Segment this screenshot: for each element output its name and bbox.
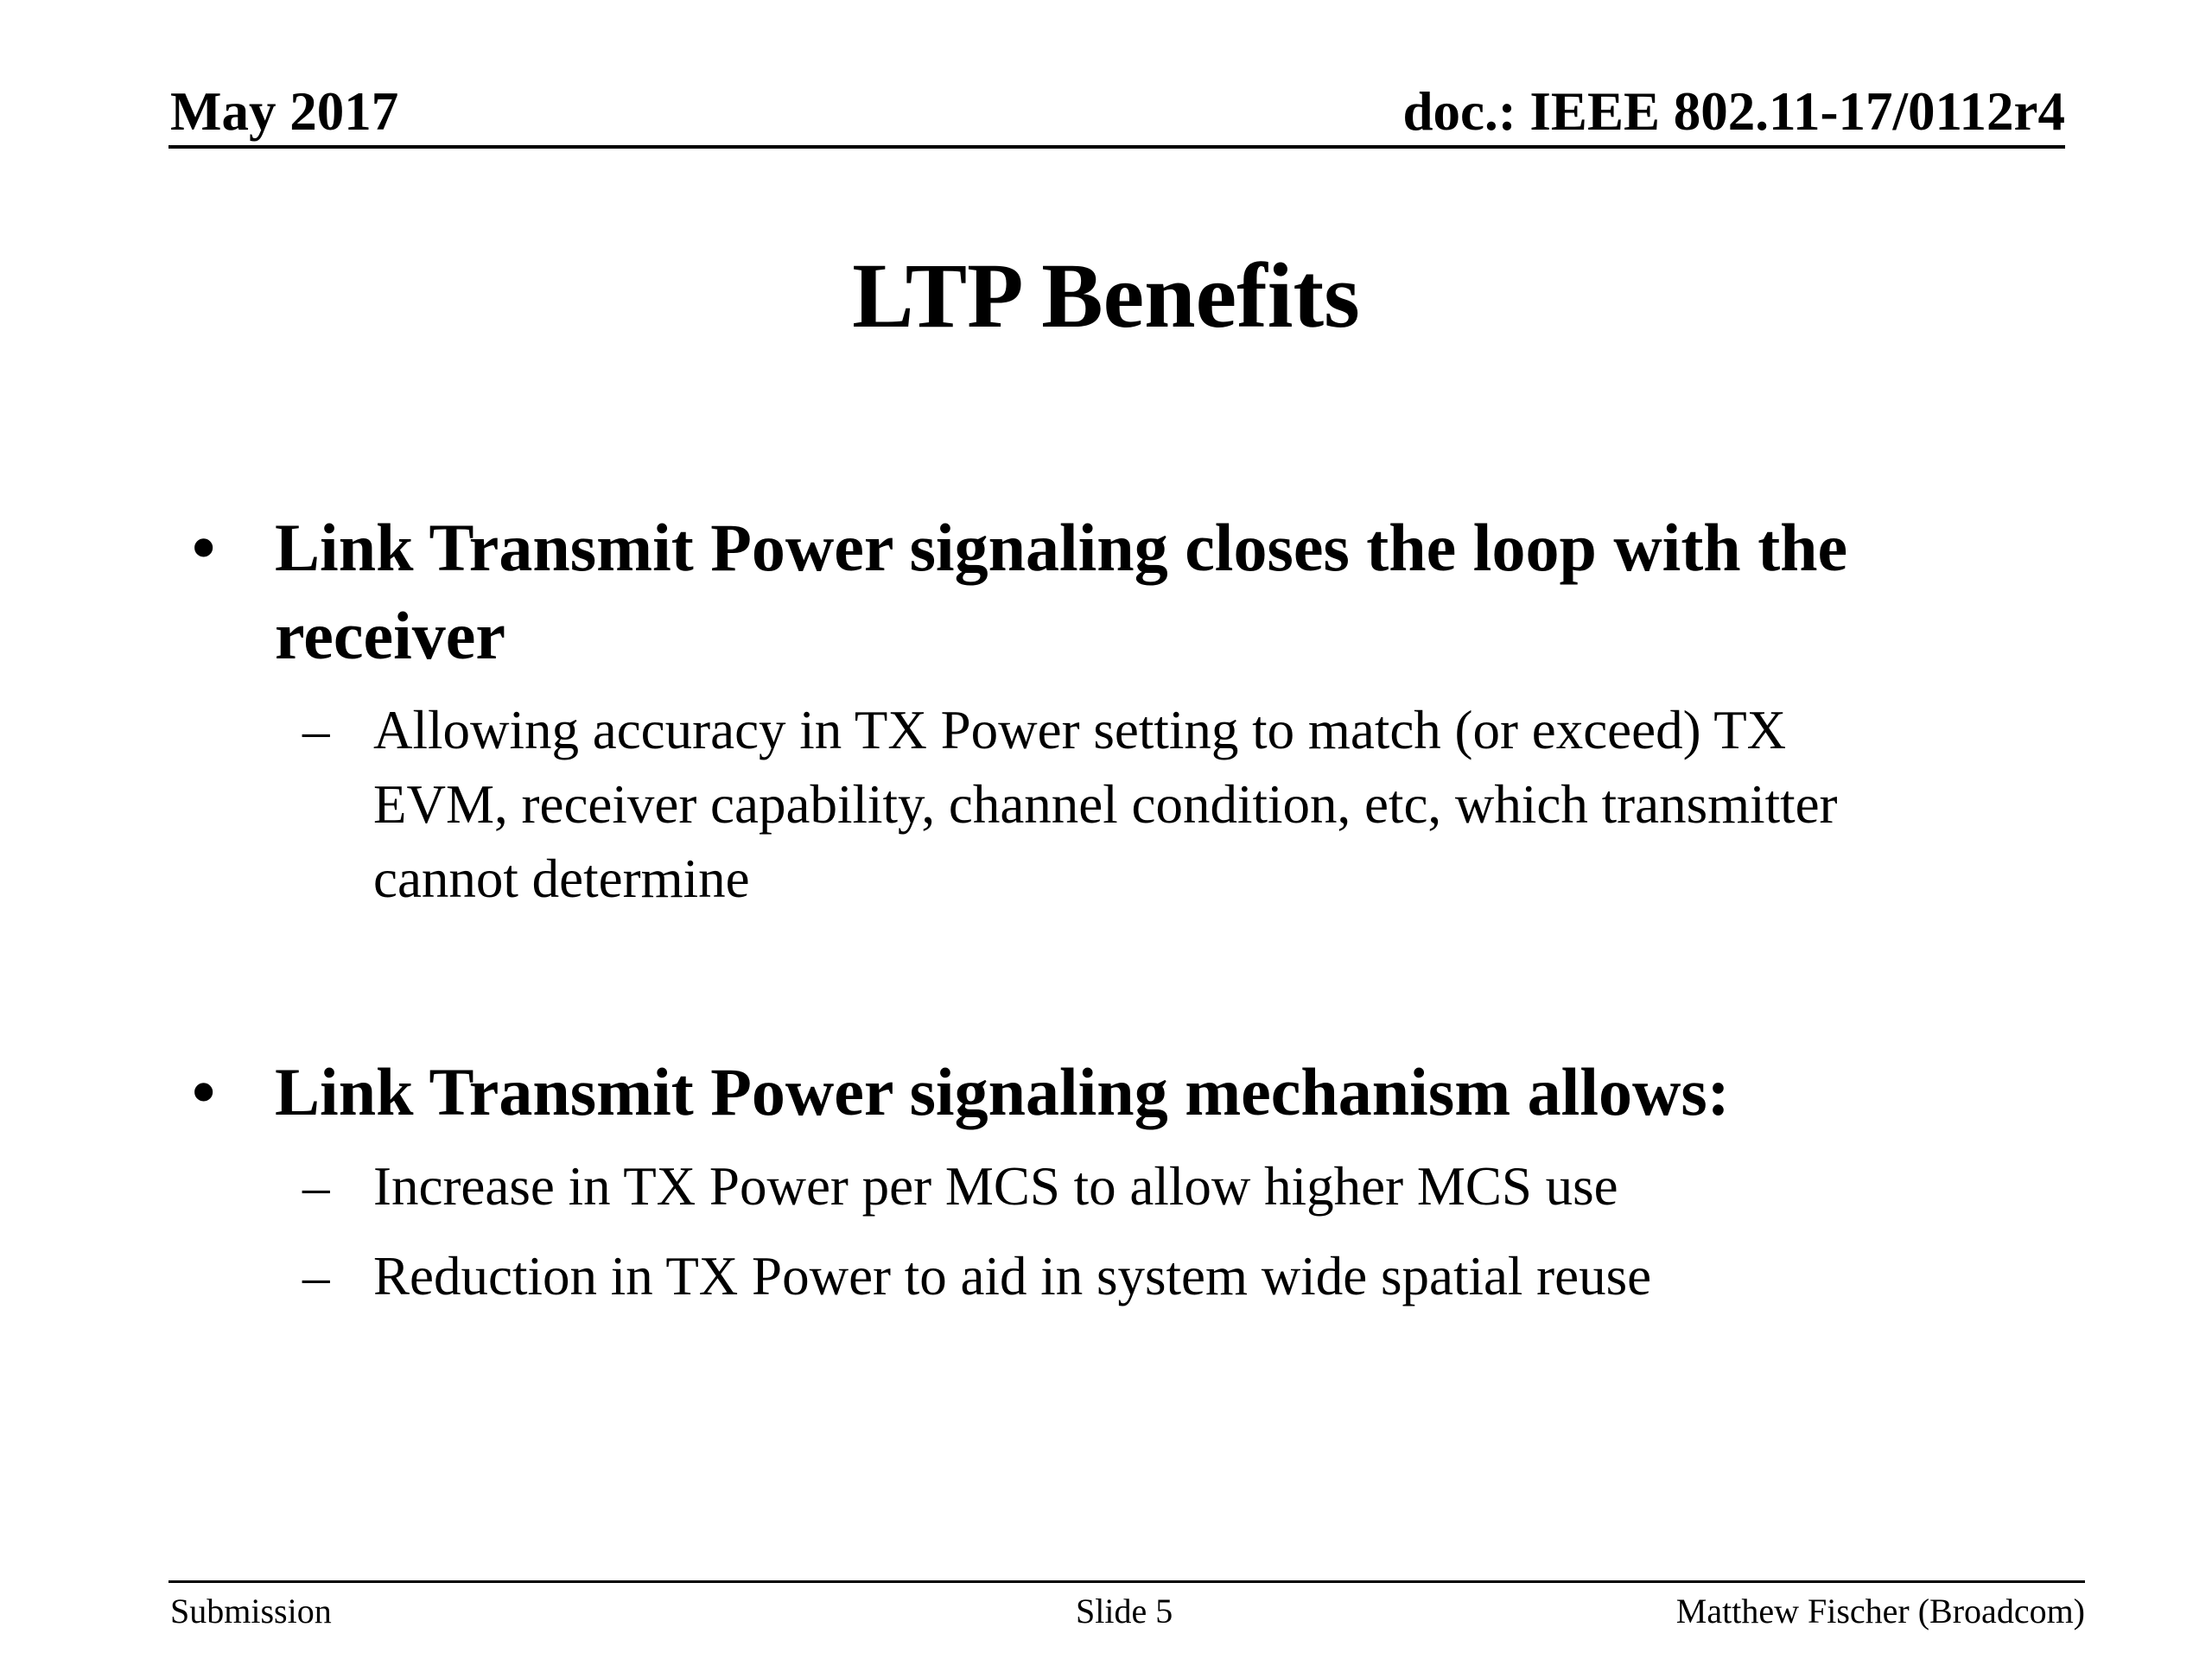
sub-item-1-1-line-1: Allowing accuracy in TX Power setting to match (or exceed) TX xyxy=(373,700,1787,760)
bullet-2-line-1: Link Transmit Power signaling mechanism allows: xyxy=(275,1054,1730,1129)
footer-submission: Submission xyxy=(170,1592,332,1630)
bullet-1-line-1: Link Transmit Power signaling closes the loop with the xyxy=(275,510,1848,585)
bullet-marker: • xyxy=(192,1054,216,1129)
footer-slide-number: Slide 5 xyxy=(1076,1592,1173,1630)
sub-item-2-1-line-1: Increase in TX Power per MCS to allow higher MCS use xyxy=(373,1156,1618,1217)
header-divider xyxy=(168,145,2065,149)
sub-item-1-1-line-3: cannot determine xyxy=(373,849,750,909)
footer-author: Matthew Fischer (Broadcom) xyxy=(1675,1592,2085,1630)
header-doc-id: doc.: IEEE 802.11-17/0112r4 xyxy=(1402,81,2065,142)
sub-bullet-marker: – xyxy=(302,700,330,760)
sub-item-1-1-line-2: EVM, receiver capability, channel condition, etc, which transmitter xyxy=(373,774,1838,835)
bullet-1-line-2: receiver xyxy=(275,598,505,673)
slide-title: LTP Benefits xyxy=(852,245,1360,347)
sub-bullet-marker: – xyxy=(302,1246,330,1306)
sub-bullet-marker: – xyxy=(302,1156,330,1217)
footer-divider xyxy=(168,1580,2085,1583)
bullet-marker: • xyxy=(192,510,216,585)
sub-item-2-2-line-1: Reduction in TX Power to aid in system wide spatial reuse xyxy=(373,1246,1652,1306)
header-date: May 2017 xyxy=(170,81,399,142)
